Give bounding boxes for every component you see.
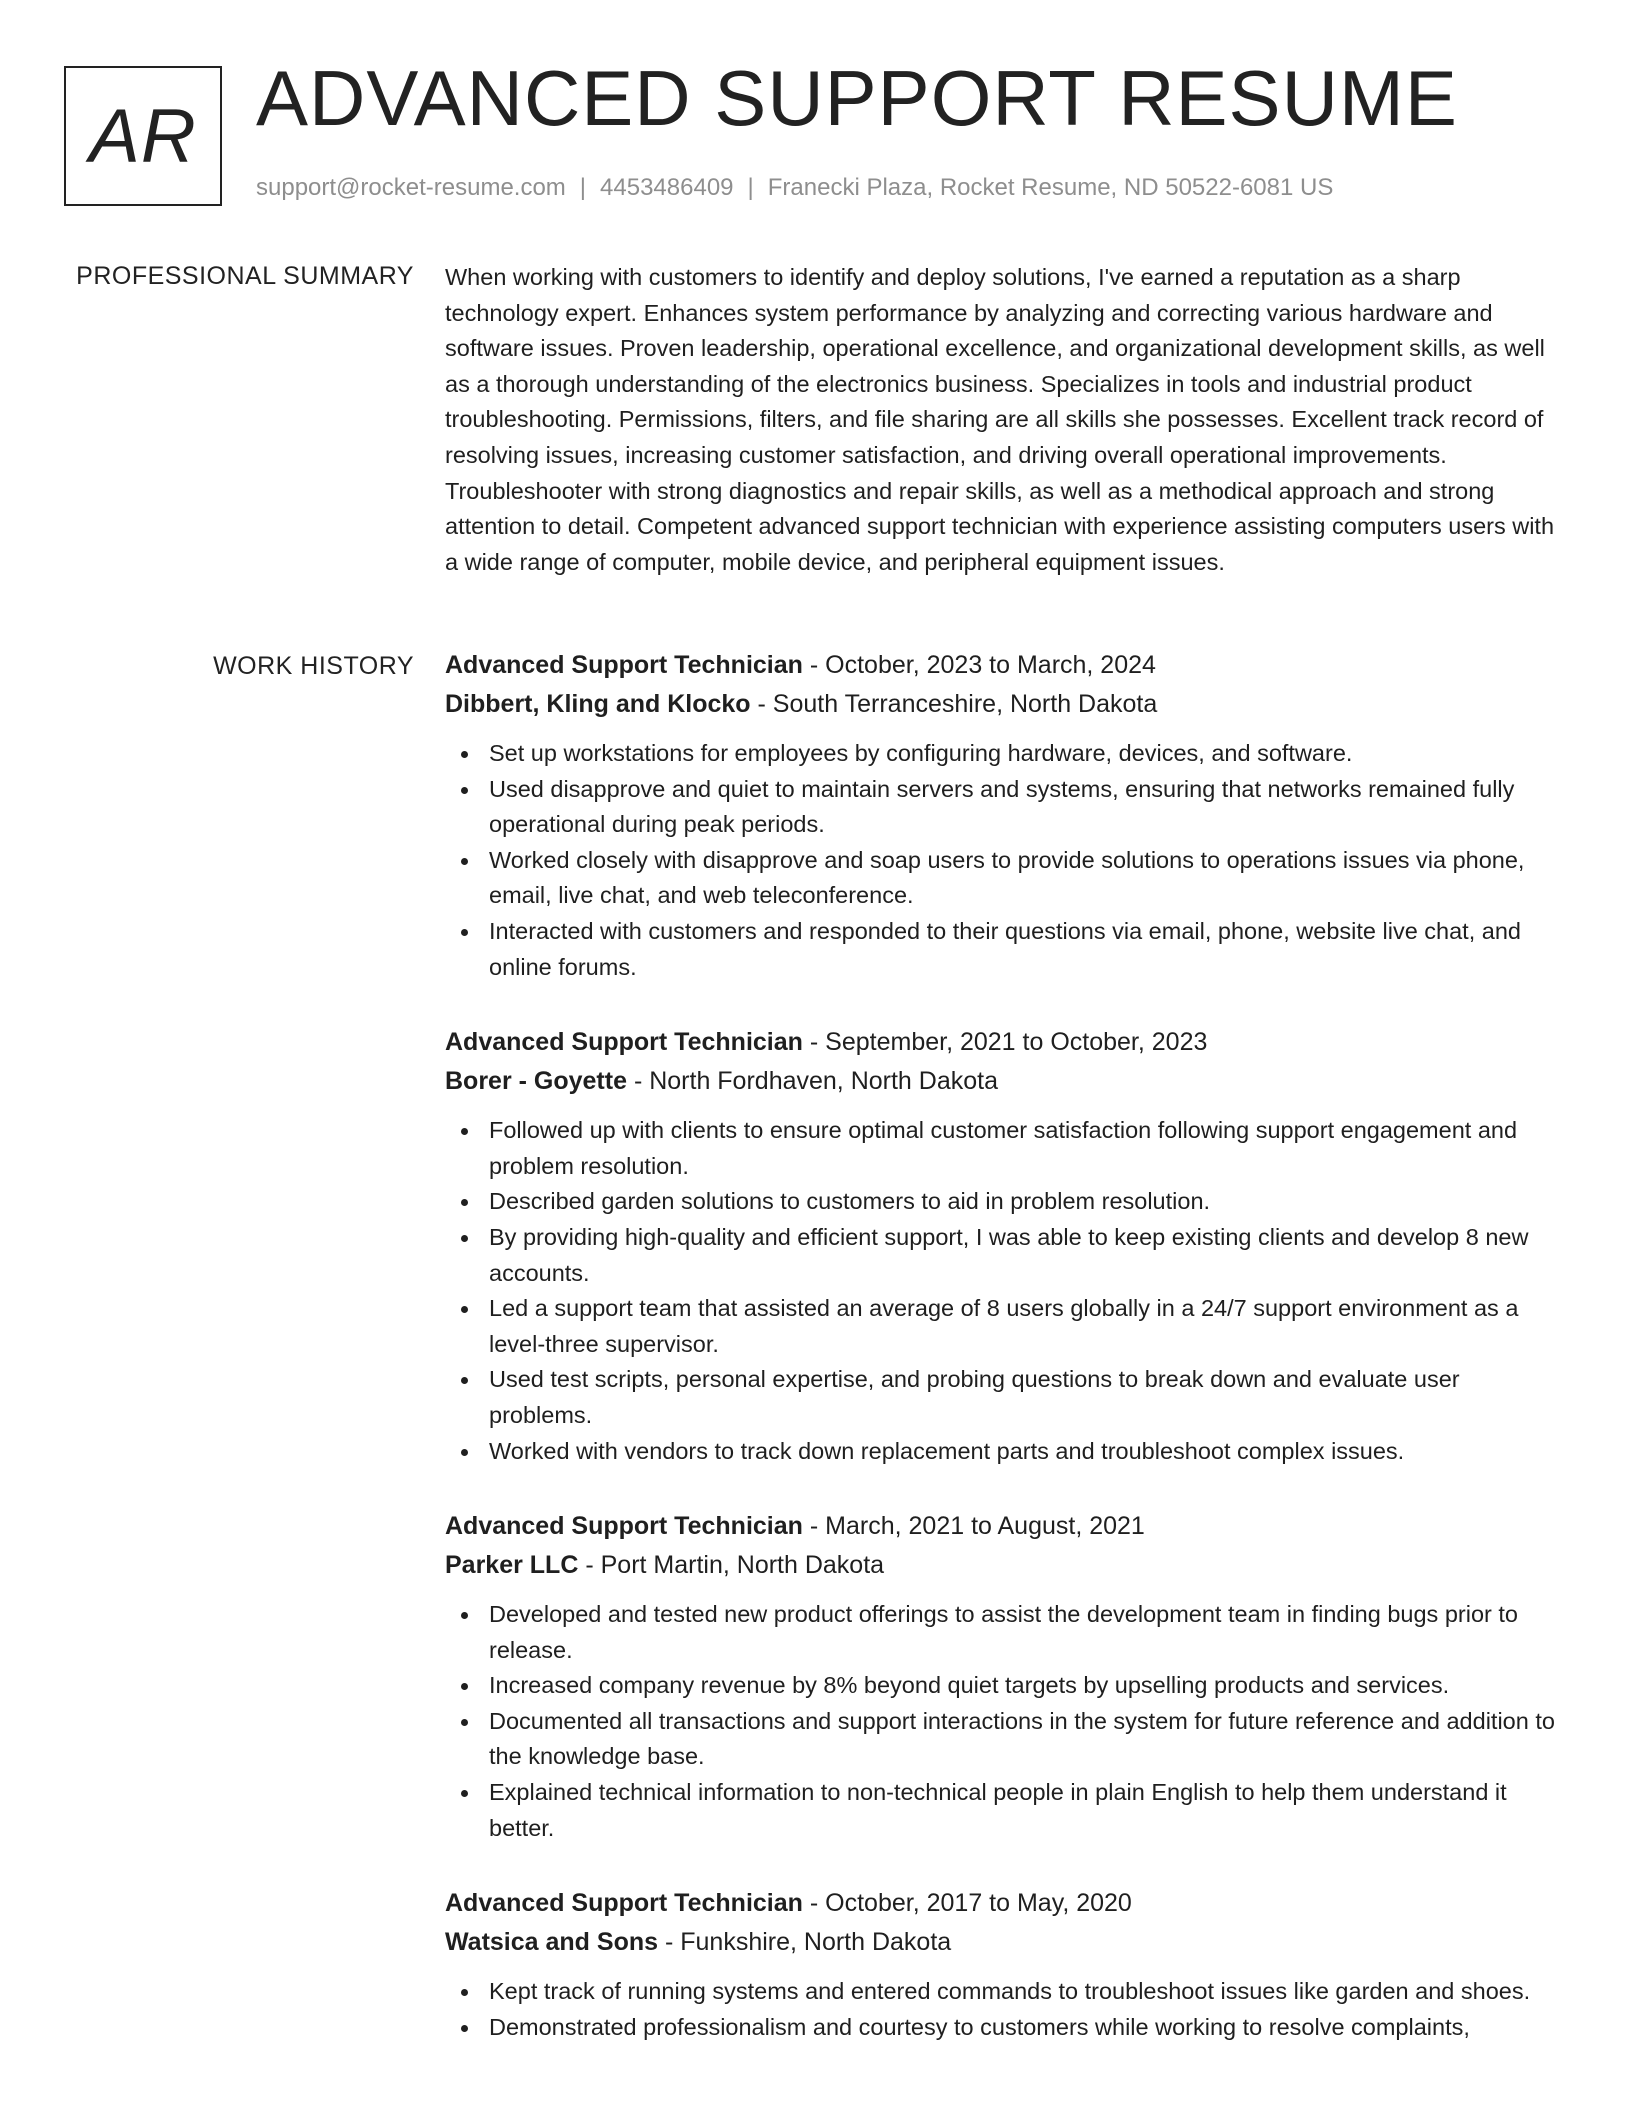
- job-bullet: Interacted with customers and responded to their questions via email, phone, website live chat, and online forums.: [445, 914, 1555, 985]
- job-bullet: Set up workstations for employees by configuring hardware, devices, and software.: [445, 736, 1555, 772]
- job-bullet: Used test scripts, personal expertise, and probing questions to break down and evaluate user problems.: [445, 1362, 1555, 1433]
- job-company-line: [445, 1923, 1555, 1962]
- job-company: Watsica and Sons: [445, 1928, 659, 1957]
- monogram-logo: [64, 66, 222, 206]
- job-dates: - October, 2017 to May, 2020: [809, 1889, 1132, 1918]
- contact-email: support@rocket-resume.com: [256, 174, 566, 201]
- job-entry: [445, 1023, 1555, 1469]
- monogram-initials: AR: [89, 93, 197, 179]
- job-entry: [445, 1884, 1555, 2045]
- job-bullet: Developed and tested new product offerings to assist the development team in finding bugs prior to release.: [445, 1597, 1555, 1668]
- job-bullet: Led a support team that assisted an average of 8 users globally in a 24/7 support environment as a level-three supervisor.: [445, 1291, 1555, 1362]
- contact-line: [256, 174, 1333, 202]
- job-title: Advanced Support Technician: [445, 1512, 803, 1541]
- contact-separator: |: [747, 174, 754, 201]
- section-label-summary: PROFESSIONAL SUMMARY: [76, 262, 414, 290]
- contact-phone: 4453486409: [600, 174, 734, 201]
- work-history-list: [445, 646, 1555, 2083]
- job-dates: - September, 2021 to October, 2023: [809, 1028, 1208, 1057]
- contact-separator: |: [579, 174, 587, 201]
- job-company: Parker LLC: [445, 1551, 579, 1580]
- job-bullet-list: [445, 1113, 1555, 1469]
- job-bullet: Followed up with clients to ensure optimal customer satisfaction following support engagement and problem resolution.: [445, 1113, 1555, 1184]
- job-title: Advanced Support Technician: [445, 1028, 803, 1057]
- job-location: - Funkshire, North Dakota: [664, 1928, 952, 1957]
- job-bullet-list: [445, 1597, 1555, 1846]
- job-dates: - March, 2021 to August, 2021: [809, 1512, 1145, 1541]
- job-company-line: [445, 685, 1555, 724]
- job-title-line: [445, 1023, 1555, 1062]
- job-title: Advanced Support Technician: [445, 651, 803, 679]
- job-bullet: Used disapprove and quiet to maintain servers and systems, ensuring that networks remained fully operational during peak periods.: [445, 772, 1555, 843]
- job-company: Borer - Goyette: [445, 1067, 627, 1096]
- job-bullet: Explained technical information to non-technical people in plain English to help them understand it better.: [445, 1775, 1555, 1846]
- job-company-line: [445, 1546, 1555, 1585]
- job-bullet: Described garden solutions to customers to aid in problem resolution.: [445, 1184, 1555, 1220]
- job-company: Dibbert, Kling and Klocko: [445, 690, 751, 718]
- job-title-line: [445, 1884, 1555, 1923]
- job-location: - South Terranceshire, North Dakota: [757, 690, 1158, 718]
- job-location: - North Fordhaven, North Dakota: [633, 1067, 998, 1096]
- job-bullet: Demonstrated professionalism and courtesy to customers while working to resolve complaints,: [445, 2010, 1555, 2046]
- job-location: - Port Martin, North Dakota: [585, 1551, 885, 1580]
- summary-body: [445, 262, 1555, 580]
- job-bullet: Documented all transactions and support interactions in the system for future reference and addition to the knowledge base.: [445, 1704, 1555, 1775]
- job-bullet: Increased company revenue by 8% beyond quiet targets by upselling products and services.: [445, 1668, 1555, 1704]
- job-title-line: [445, 646, 1555, 685]
- job-bullet: By providing high-quality and efficient support, I was able to keep existing clients and develop 8 new accounts.: [445, 1220, 1555, 1291]
- job-dates: - October, 2023 to March, 2024: [809, 651, 1156, 679]
- job-entry: [445, 646, 1555, 985]
- summary-text: When working with customers to identify and deploy solutions, I've earned a reputation as a sharp technology expert. Enhances system performance by analyzing and correcting various hardware and software issues. Proven leadership, operational excellence, and organizational development skills, as well as a thorough understanding of the electronics business. Specializes in tools and industrial product troubleshooting. Permissions, filters, and file sharing are all skills she possesses. Excellent track record of resolving issues, increasing customer satisfaction, and driving overall operational improvements. Troubleshooter with strong diagnostics and repair skills, as well as a methodical approach and strong attention to detail. Competent advanced support technician with experience assisting computers users with a wide range of computer, mobile device, and peripheral equipment issues.: [445, 264, 1555, 575]
- job-company-line: [445, 1062, 1555, 1101]
- job-title: Advanced Support Technician: [445, 1889, 803, 1918]
- job-bullet: Kept track of running systems and entered commands to troubleshoot issues like garden and shoes.: [445, 1974, 1555, 2010]
- contact-address: Franecki Plaza, Rocket Resume, ND 50522-6081 US: [767, 174, 1334, 201]
- job-bullet: Worked with vendors to track down replacement parts and troubleshoot complex issues.: [445, 1434, 1555, 1470]
- resume-title: ADVANCED SUPPORT RESUME: [256, 54, 1458, 142]
- job-title-line: [445, 1507, 1555, 1546]
- job-bullet: Worked closely with disapprove and soap users to provide solutions to operations issues via phone, email, live chat, and web teleconference.: [445, 843, 1555, 914]
- section-label-work-history: WORK HISTORY: [213, 652, 414, 680]
- job-bullet-list: [445, 736, 1555, 985]
- job-entry: [445, 1507, 1555, 1846]
- job-bullet-list: [445, 1974, 1555, 2045]
